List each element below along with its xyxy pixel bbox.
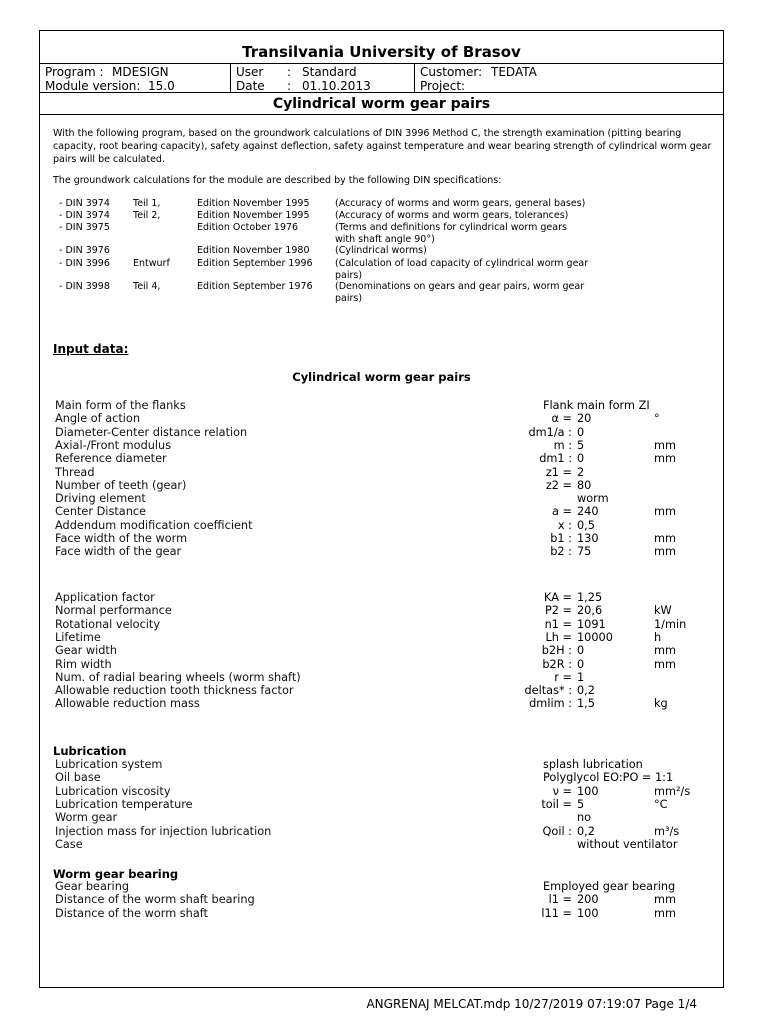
- param-symbol: toil =: [541, 797, 572, 811]
- param-label: Num. of radial bearing wheels (worm shaft): [55, 670, 301, 684]
- param-value: 1,5: [577, 697, 595, 711]
- param-symbol: l1 =: [548, 893, 572, 907]
- customer-cell: [415, 64, 724, 93]
- param-label: Injection mass for injection lubrication: [55, 824, 272, 838]
- customer-label: Customer:: [420, 65, 483, 79]
- param-symbol: z1 =: [545, 465, 572, 479]
- param-value: 100: [577, 784, 599, 798]
- param-symbol: b2R :: [542, 657, 572, 671]
- param-label: Gear width: [55, 644, 118, 658]
- param-unit: mm: [654, 545, 677, 559]
- program-cell: [39, 64, 230, 93]
- param-label: Allowable reduction mass: [55, 697, 200, 711]
- param-unit: °C: [654, 797, 668, 811]
- param-label: Center Distance: [55, 505, 147, 519]
- user-sep: :: [287, 65, 292, 79]
- intro-din-paragraph: The groundwork calculations for the module are described by the following DIN specifications:: [53, 175, 502, 186]
- din-description: (Accuracy of worms and worm gears, tolerances): [335, 210, 569, 221]
- param-label: Addendum modification coefficient: [55, 518, 253, 532]
- param-label: Thread: [55, 465, 95, 479]
- param-value: 5: [577, 797, 585, 811]
- param-value: 0,2: [577, 684, 595, 698]
- din-part: Teil 1,: [133, 198, 161, 209]
- din-description-cont: with shaft angle 90°): [335, 233, 435, 245]
- param-label: Rim width: [55, 657, 112, 671]
- project-label: Project:: [420, 79, 466, 93]
- param-unit: mm: [654, 438, 677, 452]
- param-label: Number of teeth (gear): [55, 478, 187, 492]
- param-unit: mm: [654, 893, 677, 907]
- din-code: - DIN 3975: [59, 222, 110, 233]
- param-unit: mm: [654, 505, 677, 519]
- customer-value: TEDATA: [491, 65, 537, 79]
- user-label: User: [236, 65, 264, 79]
- param-label: Oil base: [55, 771, 101, 785]
- param-value: 1,25: [577, 591, 603, 604]
- param-value: 80: [577, 478, 592, 492]
- param-label: Distance of the worm shaft: [55, 906, 208, 920]
- param-value: 0: [577, 452, 585, 466]
- param-symbol: x :: [557, 518, 572, 532]
- param-symbol: m :: [553, 438, 572, 452]
- param-value: worm: [577, 492, 609, 506]
- param-value: 200: [577, 893, 599, 907]
- param-label: Axial-/Front modulus: [55, 438, 172, 452]
- param-symbol: a =: [552, 505, 572, 519]
- din-description-cont: pairs): [335, 292, 363, 304]
- param-unit: mm: [654, 644, 677, 658]
- param-value: 5: [577, 438, 585, 452]
- param-label: Face width of the gear: [55, 545, 182, 559]
- param-label: Face width of the worm: [55, 532, 188, 545]
- din-code: - DIN 3976: [59, 245, 110, 256]
- param-value: 20: [577, 412, 592, 426]
- param-value: 130: [577, 532, 599, 545]
- din-edition: Edition September 1976: [197, 281, 313, 292]
- header-table: [39, 63, 724, 93]
- param-symbol: dm1 :: [539, 452, 572, 466]
- param-symbol: l11 =: [541, 906, 572, 920]
- param-symbol: b2H :: [541, 644, 572, 658]
- param-label: Diameter-Center distance relation: [55, 425, 248, 439]
- param-unit: mm²/s: [654, 784, 691, 798]
- bearing-heading: Worm gear bearing: [53, 867, 179, 881]
- param-value: 0,2: [577, 824, 595, 838]
- module-value: 15.0: [148, 79, 175, 93]
- param-label: Rotational velocity: [55, 617, 161, 631]
- param-value: 1091: [577, 617, 606, 631]
- user-value: Standard: [302, 65, 357, 79]
- input-subheading: Cylindrical worm gear pairs: [292, 370, 471, 384]
- param-text-value: Polyglycol EO:PO = 1:1: [543, 771, 674, 785]
- param-label: Lubrication viscosity: [55, 784, 171, 798]
- param-value: 0: [577, 657, 585, 671]
- param-symbol: KA =: [544, 591, 572, 604]
- din-part: Teil 2,: [133, 210, 161, 221]
- date-label: Date: [236, 79, 265, 93]
- param-label: Gear bearing: [55, 880, 130, 893]
- param-symbol: b1 :: [550, 532, 572, 545]
- program-value: MDESIGN: [112, 65, 169, 79]
- param-label: Lubrication system: [55, 758, 163, 771]
- param-value: 0,5: [577, 518, 595, 532]
- param-label: Angle of action: [55, 412, 140, 426]
- param-symbol: z2 =: [545, 478, 572, 492]
- param-unit: mm: [654, 906, 677, 920]
- param-text-value: Employed gear bearing: [543, 880, 676, 893]
- module-label: Module version:: [45, 79, 141, 93]
- param-unit: °: [654, 412, 660, 426]
- param-symbol: Lh =: [545, 630, 572, 644]
- param-text-value: splash lubrication: [543, 758, 643, 771]
- param-value: no: [577, 811, 592, 825]
- param-symbol: dmlim :: [529, 697, 572, 711]
- param-label: Lubrication temperature: [55, 797, 193, 811]
- din-code: - DIN 3974: [59, 198, 110, 209]
- param-value: without ventilator: [577, 837, 678, 851]
- page-footer: ANGRENAJ MELCAT.mdp 10/27/2019 07:19:07 Page 1/4: [366, 997, 697, 1011]
- param-value: 0: [577, 644, 585, 658]
- din-edition: Edition November 1995: [197, 198, 310, 209]
- param-label: Allowable reduction tooth thickness factor: [55, 684, 294, 698]
- param-symbol: dm1/a :: [528, 425, 572, 439]
- din-edition: Edition September 1996: [197, 258, 313, 269]
- din-description: (Denominations on gears and gear pairs, worm gear: [335, 281, 585, 292]
- param-symbol: α =: [551, 412, 572, 426]
- param-value: 0: [577, 425, 585, 439]
- param-value: 20,6: [577, 604, 603, 618]
- intro-paragraph: With the following program, based on the groundwork calculations of DIN 3996 Method C, the strength examination (pitting bearing capacity, root bearing capacity), safety against deflection, safety against temperature and wear bearing strength of cylindrical worm gear pairs will be calculated.: [53, 128, 712, 165]
- param-symbol: P2 =: [544, 604, 572, 618]
- din-description: (Calculation of load capacity of cylindrical worm gear: [335, 258, 589, 269]
- din-description: (Terms and definitions for cylindrical worm gears: [335, 222, 567, 233]
- param-symbol: ν =: [552, 784, 572, 798]
- param-label: Main form of the flanks: [55, 399, 186, 412]
- din-code: - DIN 3998: [59, 281, 110, 292]
- param-symbol: n1 =: [544, 617, 572, 631]
- din-edition: Edition November 1980: [197, 245, 310, 256]
- university-title: Transilvania University of Brasov: [242, 43, 521, 61]
- param-label: Distance of the worm shaft bearing: [55, 893, 255, 907]
- din-part: Entwurf: [133, 258, 170, 269]
- param-label: Normal performance: [55, 604, 172, 618]
- input-data-heading: Input data:: [53, 342, 129, 356]
- param-symbol: deltas* :: [524, 684, 572, 698]
- param-symbol: Qoil :: [542, 824, 572, 838]
- param-unit: mm: [654, 657, 677, 671]
- param-symbol: b2 :: [550, 545, 572, 559]
- param-unit: h: [654, 630, 662, 644]
- param-unit: m³/s: [654, 824, 680, 838]
- lubrication-heading: Lubrication: [53, 744, 127, 758]
- param-value: 10000: [577, 630, 613, 644]
- param-value: 2: [577, 465, 585, 479]
- param-label: Lifetime: [55, 630, 101, 644]
- din-code: - DIN 3996: [59, 258, 110, 269]
- din-description: (Accuracy of worms and worm gears, general bases): [335, 198, 586, 209]
- param-label: Driving element: [55, 492, 146, 506]
- param-value: 1: [577, 670, 585, 684]
- param-unit: kg: [654, 697, 668, 711]
- din-edition: Edition November 1995: [197, 210, 310, 221]
- din-code: - DIN 3974: [59, 210, 110, 221]
- param-value: 100: [577, 906, 599, 920]
- din-description-cont: pairs): [335, 269, 363, 281]
- date-sep: :: [287, 79, 292, 93]
- param-label: Worm gear: [55, 811, 118, 825]
- param-text-value: Flank main form ZI: [543, 399, 650, 412]
- param-unit: mm: [654, 532, 677, 545]
- param-label: Case: [55, 837, 83, 851]
- program-label: Program :: [45, 65, 104, 79]
- din-part: Teil 4,: [133, 281, 161, 292]
- user-cell: [231, 64, 414, 93]
- param-unit: mm: [654, 452, 677, 466]
- param-value: 240: [577, 505, 599, 519]
- module-title: Cylindrical worm gear pairs: [39, 93, 724, 115]
- param-value: 75: [577, 545, 592, 559]
- param-unit: 1/min: [654, 617, 687, 631]
- param-label: Reference diameter: [55, 452, 167, 466]
- param-label: Application factor: [55, 591, 155, 604]
- date-value: 01.10.2013: [302, 79, 371, 93]
- din-edition: Edition October 1976: [197, 222, 299, 233]
- param-symbol: r =: [554, 670, 572, 684]
- param-unit: kW: [654, 604, 672, 618]
- din-description: (Cylindrical worms): [335, 245, 427, 256]
